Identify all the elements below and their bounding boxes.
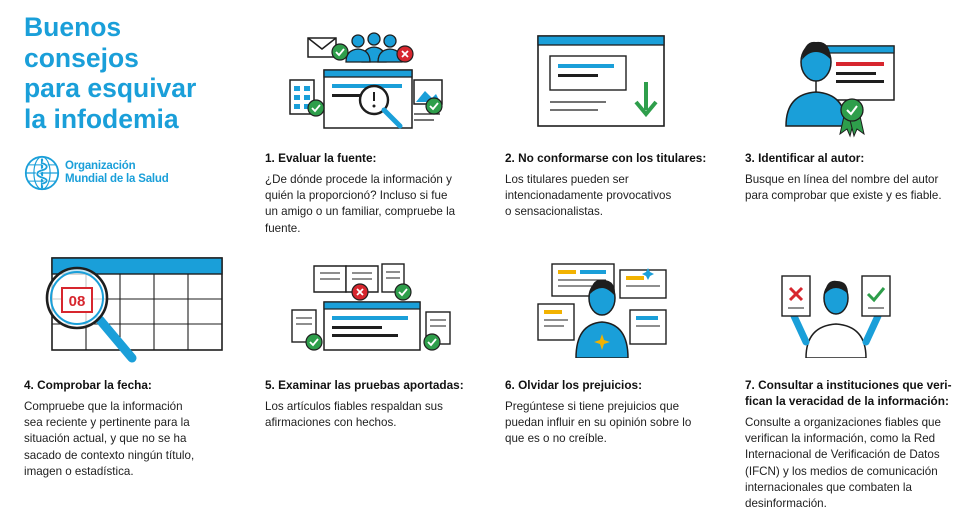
title-line: consejos: [24, 42, 139, 73]
logo-line: Organización: [65, 160, 136, 172]
tip-prejudices: [505, 377, 720, 448]
tip-headlines: [505, 150, 720, 221]
tip-title: 1. Evaluar la fuente:: [265, 151, 377, 165]
tip-title: 2. No conformarse con los titulares:: [505, 151, 707, 165]
tip-title-line: fican la veracidad de la información:: [745, 394, 949, 408]
tip-body-line: puedan influir en su opinión sobre lo: [505, 416, 692, 430]
tip-body-line: que es o no creíble.: [505, 432, 607, 446]
tip-body: [745, 172, 960, 204]
tip-body-line: intencionadamente provocativos: [505, 189, 672, 203]
tip-body: [265, 399, 480, 431]
author-illustration: [776, 30, 896, 138]
card-icon: [630, 310, 666, 344]
tip-body-line: quién la proporcionó? Incluso si fue: [265, 189, 448, 203]
tip-body-line: para comprobar que existe y es fiable.: [745, 189, 942, 203]
who-logo-text: [65, 160, 169, 186]
tip-title: 4. Comprobar la fecha:: [24, 378, 152, 392]
title-line: la infodemia: [24, 103, 179, 134]
tip-body-line: Busque en línea del nombre del autor: [745, 173, 939, 186]
tip-body-line: imagen o estadística.: [24, 464, 134, 478]
tip-body-line: Compruebe que la información: [24, 400, 183, 413]
tip-body-line: afirmaciones con hechos.: [265, 416, 397, 430]
tip-body-line: Los artículos fiables respaldan sus: [265, 400, 443, 413]
evaluate-source-illustration: [284, 28, 454, 138]
tip-author: [745, 150, 960, 204]
who-logo: [24, 155, 169, 191]
tip-body-line: Consulte a organizaciones fiables que: [745, 416, 941, 429]
title-line: Buenos: [24, 12, 122, 42]
check-icon: [426, 98, 442, 114]
cross-icon: [397, 46, 413, 62]
check-icon: [424, 334, 440, 350]
check-icon: [332, 44, 348, 60]
tip-title-line: 7. Consultar a instituciones que veri-: [745, 378, 952, 392]
fact-check-illustration: [776, 262, 896, 358]
calendar-date: 08: [68, 293, 86, 310]
tip-fact-checkers: [745, 377, 960, 512]
tip-body-line: Pregúntese si tiene prejuicios que: [505, 400, 680, 413]
tip-body-line: Internacional de Verificación de Datos: [745, 448, 940, 462]
tip-body: [24, 399, 239, 480]
tip-body: [505, 172, 720, 221]
tip-title: [745, 377, 960, 409]
tip-body: [745, 415, 960, 512]
headlines-illustration: [536, 34, 668, 130]
tip-body-line: Los titulares pueden ser: [505, 173, 629, 186]
check-icon: [306, 334, 322, 350]
badge-icon: [840, 99, 864, 136]
check-icon: [308, 100, 324, 116]
tip-evaluate-source: [265, 150, 480, 237]
tip-body-line: sacado de contexto ningún título,: [24, 448, 195, 462]
group-of-people-icon: [346, 33, 402, 62]
tip-body-line: sea reciente y pertinente para la: [24, 416, 190, 430]
tip-body-line: desinformación.: [745, 497, 827, 511]
title-line: para esquivar: [24, 73, 197, 103]
tip-date: [24, 377, 239, 480]
page-title: [24, 12, 234, 134]
who-emblem-icon: [24, 155, 60, 191]
evidence-illustration: [284, 262, 454, 358]
tip-body-line: ¿De dónde procede la información y: [265, 173, 452, 186]
check-icon: [395, 284, 411, 300]
logo-line: Mundial de la Salud: [65, 173, 169, 185]
tip-title: 5. Examinar las pruebas aportadas:: [265, 378, 464, 392]
cross-icon: [352, 284, 368, 300]
tip-body-line: o sensacionalistas.: [505, 205, 603, 219]
prejudices-illustration: [536, 262, 668, 358]
tip-evidence: [265, 377, 480, 431]
tip-body-line: (IFCN) y los medios de comunicación: [745, 464, 938, 478]
tip-body-line: fuente.: [265, 221, 301, 235]
tip-body-line: verifican la información, como la Red: [745, 432, 936, 446]
calendar-illustration: [22, 250, 232, 378]
tip-body: [505, 399, 720, 448]
card-icon: [538, 304, 574, 340]
tip-title: 6. Olvidar los prejuicios:: [505, 378, 643, 392]
tip-body: [265, 172, 480, 237]
tip-body-line: un amigo o un familiar, compruebe la: [265, 205, 456, 219]
tip-body-line: internacionales que combaten la: [745, 480, 912, 494]
tip-body-line: situación actual, y que no se ha: [24, 432, 187, 446]
open-book-icon: [314, 266, 378, 292]
tip-title: 3. Identificar al autor:: [745, 151, 865, 165]
